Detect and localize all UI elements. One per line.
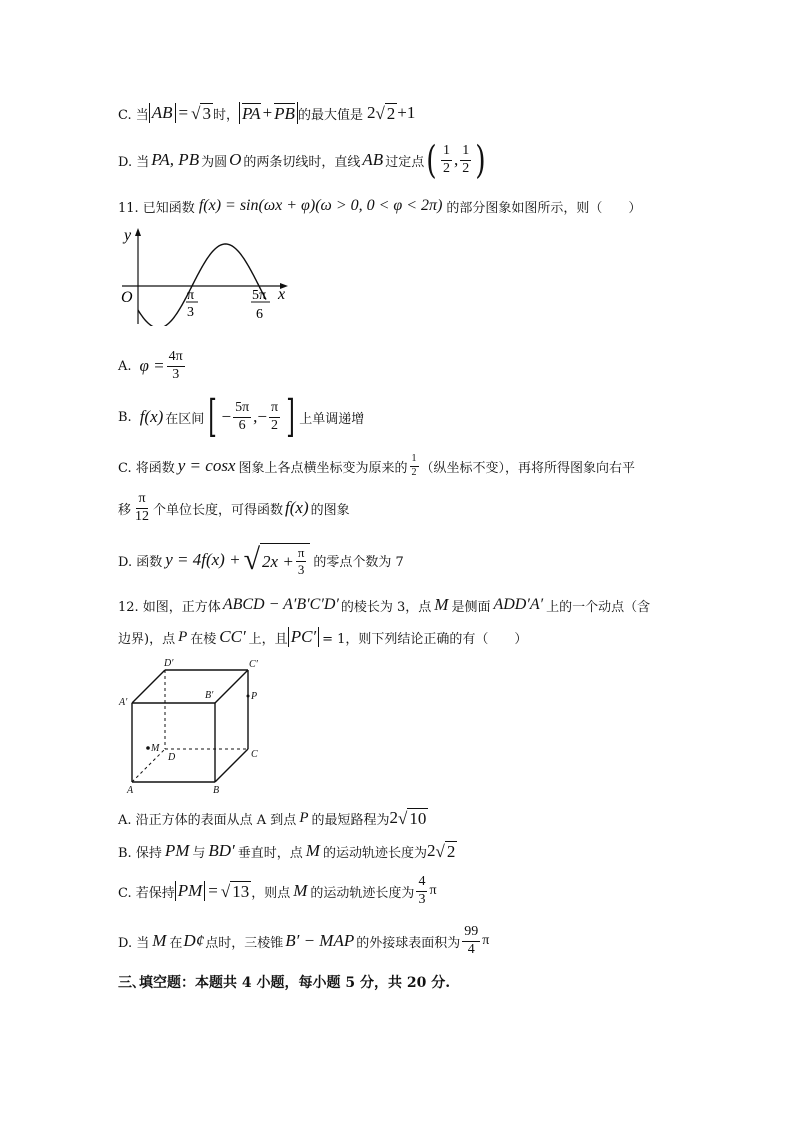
label-c: C	[251, 749, 258, 760]
q10-c-result-sqrt: √ 2	[375, 103, 396, 123]
q10-c-abs-ab	[149, 103, 176, 123]
q12-stem2-cc: CC′	[219, 627, 246, 646]
q10-d-rparen: )	[475, 138, 486, 182]
x-axis-label: x	[278, 286, 286, 303]
q10-c-max: 的最大值是	[297, 107, 363, 123]
tick2-num: 5π	[252, 288, 267, 303]
q12-stem1-cube: ABCD − A′B′C′D′	[222, 596, 339, 613]
q11-option-a	[118, 344, 187, 388]
q11-b-frac1	[233, 401, 251, 433]
q12-option-b	[118, 839, 457, 863]
q11-option-c-line2	[118, 488, 350, 528]
q11-stem-function: f(x) = sin(ωx + φ)(ω > 0, 0 < φ < 2π)	[198, 197, 443, 214]
q12-c-text: C. 若保持	[118, 885, 175, 901]
q12-stem-line1	[118, 592, 650, 618]
q12-d-pyramid: B′ − MAP	[285, 931, 355, 950]
q11-d-sqrt: √ 2x + $\frac{\pi}{3}$	[244, 543, 311, 577]
q12-c-pi: π	[429, 883, 437, 898]
q11-option-c-line1	[118, 452, 635, 480]
q10-c-sqrt3-rad: 3	[202, 103, 211, 123]
q11-stem-prefix: 11. 已知函数	[118, 200, 195, 216]
q12-stem1-m: M	[434, 595, 449, 614]
q11-stem	[118, 193, 641, 219]
q10-d-ab: AB	[362, 150, 384, 169]
q10-d-frac2-den: 2	[462, 160, 470, 176]
q11-a-den: 3	[172, 366, 180, 382]
q11-d-num: π	[297, 545, 305, 561]
hidden-edge-a-d	[132, 749, 165, 782]
q12-option-a	[118, 806, 428, 830]
q11-d-tail: 的零点个数为 7	[313, 554, 404, 570]
q10-c-vec-pb: PB	[274, 103, 295, 123]
q12-d-point: D¢	[183, 931, 205, 950]
q11-c-mid: 图象上各点横坐标变为原来的	[238, 460, 408, 476]
q10-c-label: C. 当	[118, 107, 149, 123]
q11-option-d	[118, 537, 404, 583]
q10-c-result: 2	[366, 103, 376, 122]
q10-c-sqrt3: √ 3	[191, 103, 211, 123]
label-m: M	[151, 743, 160, 754]
q10-d-frac2-num: 1	[460, 144, 471, 161]
tick2-den: 6	[256, 307, 263, 322]
q11-c-frac	[410, 454, 419, 478]
q11-b-num1: 5π	[233, 401, 251, 418]
label-d1: D′	[164, 658, 174, 669]
q10-c-vec-pa: PA	[241, 103, 261, 123]
q12-a-mid: 的最短路程为	[311, 812, 390, 828]
q10-c-ab: AB	[151, 103, 173, 122]
q11-d-frac	[296, 546, 307, 576]
q10-c-result-rad: 2	[386, 103, 396, 123]
q12-a-text: A. 沿正方体的表面从点 A 到点	[118, 812, 297, 828]
q12-stem-line2	[118, 624, 527, 650]
q11-c2-num: π	[136, 492, 147, 509]
q12-b-mid: 与	[192, 845, 206, 861]
q10-d-lparen: (	[426, 138, 437, 182]
q11-c2-f: f(x)	[285, 498, 309, 517]
q12-b-mid3: 的运动轨迹长度为	[322, 845, 427, 861]
q11-a-label: A.	[118, 358, 132, 374]
q11-b-tail: 上单调递增	[299, 411, 365, 427]
q11-c2-mid: 个单位长度，可得函数	[153, 502, 284, 518]
q10-option-c	[118, 100, 415, 126]
y-axis-label: y	[124, 227, 132, 244]
q12-c-mid: ，则点	[251, 885, 291, 901]
q10-d-frac1-den: 2	[443, 160, 451, 176]
q10-d-mid2: 的两条切线时，直线	[243, 154, 361, 170]
q12-d-frac	[462, 925, 480, 957]
q10-d-frac2	[460, 144, 471, 176]
q12-b-m: M	[305, 841, 320, 860]
q10-d-frac1	[441, 144, 452, 176]
label-d: D	[168, 752, 176, 763]
q11-b-frac2	[269, 401, 280, 433]
q10-c-eq: =	[178, 103, 189, 122]
q12-d-mid2: 点时，三棱锥	[205, 935, 284, 951]
q11-stem-suffix: 的部分图象如图所示，则（ ）	[446, 200, 642, 216]
q12-c-m: M	[293, 881, 308, 900]
q11-b-rbrack: ]	[286, 391, 295, 442]
q11-b-minus1: −	[221, 407, 232, 426]
q10-c-plus: +	[262, 103, 273, 122]
q11-b-num2: π	[269, 401, 280, 418]
q11-c-num: 1	[410, 454, 419, 467]
q12-stem2-pre: 边界)，点	[118, 631, 176, 647]
q12-option-d	[118, 920, 489, 962]
section3-heading: 三､填空题：本题共 4 小题，每小题 5 分，共 20 分.	[118, 975, 451, 991]
tick1-num: π	[187, 288, 195, 303]
q11-sine-graph	[118, 226, 298, 326]
q11-b-label: B.	[118, 409, 132, 425]
q10-c-when: 时，	[212, 107, 239, 123]
q10-d-pa-pb: PA, PB	[151, 150, 200, 169]
q12-c-num: 4	[416, 875, 427, 892]
edge-c1-b1	[215, 670, 248, 703]
q11-b-mid: 在区间	[165, 411, 205, 427]
q12-stem1-mid2: 是侧面	[451, 599, 491, 615]
q12-c-mid2: 的运动轨迹长度为	[310, 885, 415, 901]
q12-b-text: B. 保持	[118, 845, 162, 861]
q12-c-den: 3	[418, 891, 426, 907]
label-a1: A′	[119, 697, 128, 708]
q12-stem1-face: ADD′A′	[493, 596, 544, 613]
q12-stem2-abs	[288, 627, 319, 647]
q12-d-den: 4	[467, 941, 475, 957]
q12-a-p: P	[299, 809, 309, 826]
sine-curve	[138, 244, 266, 326]
q11-b-f: f(x)	[139, 407, 164, 426]
q11-b-lbrack: [	[208, 391, 218, 442]
q12-stem2-p: P	[178, 628, 188, 645]
label-p: P	[251, 691, 258, 702]
q11-a-lhs: φ =	[139, 356, 165, 375]
q11-d-rad: 2x +	[262, 551, 294, 571]
q12-a-rad: 10	[409, 808, 427, 828]
point-p	[247, 695, 250, 698]
point-m	[146, 746, 150, 750]
q11-c2-den: 12	[135, 508, 150, 524]
q12-stem2-pc: PC′	[290, 627, 317, 646]
label-b1: B′	[205, 690, 214, 701]
y-axis-arrow	[135, 228, 141, 236]
q10-d-comma: ,	[454, 150, 459, 169]
q12-stem2-mid: 在棱	[190, 631, 217, 647]
q11-c-tail: （纵坐标不变），再将所得图象向右平	[420, 460, 636, 476]
q12-d-m: M	[152, 931, 167, 950]
q11-c2-frac	[133, 492, 151, 524]
q12-stem2-eq: = 1，则下列结论正确的有（ ）	[322, 631, 528, 647]
q12-c-abs	[175, 881, 206, 901]
q11-b-den2: 2	[271, 417, 279, 433]
q12-d-text: D. 当	[118, 935, 150, 951]
q12-d-mid3: 的外接球表面积为	[356, 935, 461, 951]
q12-stem1-mid: 的棱长为 3，点	[340, 599, 432, 615]
q12-a-coef: 2	[389, 808, 398, 827]
q12-c-frac	[416, 875, 427, 907]
edge-a1-d1	[132, 670, 165, 703]
q11-d-den: 3	[297, 562, 305, 577]
q11-c-den: 2	[411, 466, 417, 478]
label-a: A	[127, 785, 134, 796]
q11-b-den1: 6	[238, 417, 246, 433]
q12-stem1-pre: 12. 如图，正方体	[118, 599, 221, 615]
q12-a-sqrt: √ 10	[398, 808, 427, 828]
q12-stem1-tail: 上的一个动点（含	[546, 599, 651, 615]
q11-c2-tail: 的图象	[310, 502, 350, 518]
q10-d-label: D. 当	[118, 154, 150, 170]
q11-c-label: C. 将函数	[118, 460, 175, 476]
q12-option-c	[118, 870, 437, 912]
q12-cube-figure	[118, 656, 268, 796]
q10-c-abs-sum	[239, 102, 298, 124]
q12-stem2-mid2: 上，且	[248, 631, 288, 647]
q11-c2-pre: 移	[118, 502, 132, 518]
q11-option-b	[118, 393, 364, 441]
edge-c-b	[215, 749, 248, 782]
q10-d-mid3: 过定点	[385, 154, 425, 170]
q11-d-radicand	[260, 543, 310, 576]
q12-d-mid: 在	[169, 935, 183, 951]
label-b: B	[213, 785, 220, 796]
q12-c-pm: PM	[177, 881, 203, 900]
q12-b-rad: 2	[446, 841, 456, 861]
q12-c-rad: 13	[232, 881, 250, 901]
q12-c-sqrt: √ 13	[220, 881, 250, 901]
q11-d-label: D. 函数	[118, 554, 163, 570]
q10-d-frac1-num: 1	[441, 144, 452, 161]
q12-d-pi: π	[482, 933, 490, 948]
q11-c-fn: y = cosx	[177, 456, 236, 475]
q12-b-pm: PM	[164, 841, 190, 860]
q11-d-fn: y = 4f(x) +	[165, 550, 241, 569]
tick1-den: 3	[187, 305, 194, 320]
q12-b-coef: 2	[426, 841, 436, 860]
q10-d-o: O	[229, 150, 242, 169]
q12-b-mid2: 垂直时，点	[237, 845, 303, 861]
q11-a-num: 4π	[167, 350, 185, 367]
q12-b-sqrt: √ 2	[435, 841, 456, 861]
q12-b-bd: BD′	[208, 841, 235, 860]
q12-d-num: 99	[462, 925, 480, 942]
q11-b-sep: ,−	[253, 407, 267, 426]
q10-c-result-tail: +1	[397, 103, 416, 122]
q12-c-eq: =	[208, 881, 218, 900]
q11-a-frac	[167, 350, 185, 382]
q10-d-mid1: 为圆	[201, 154, 228, 170]
origin-label: O	[121, 289, 133, 306]
q10-option-d	[118, 138, 488, 182]
label-c1: C′	[249, 659, 258, 670]
